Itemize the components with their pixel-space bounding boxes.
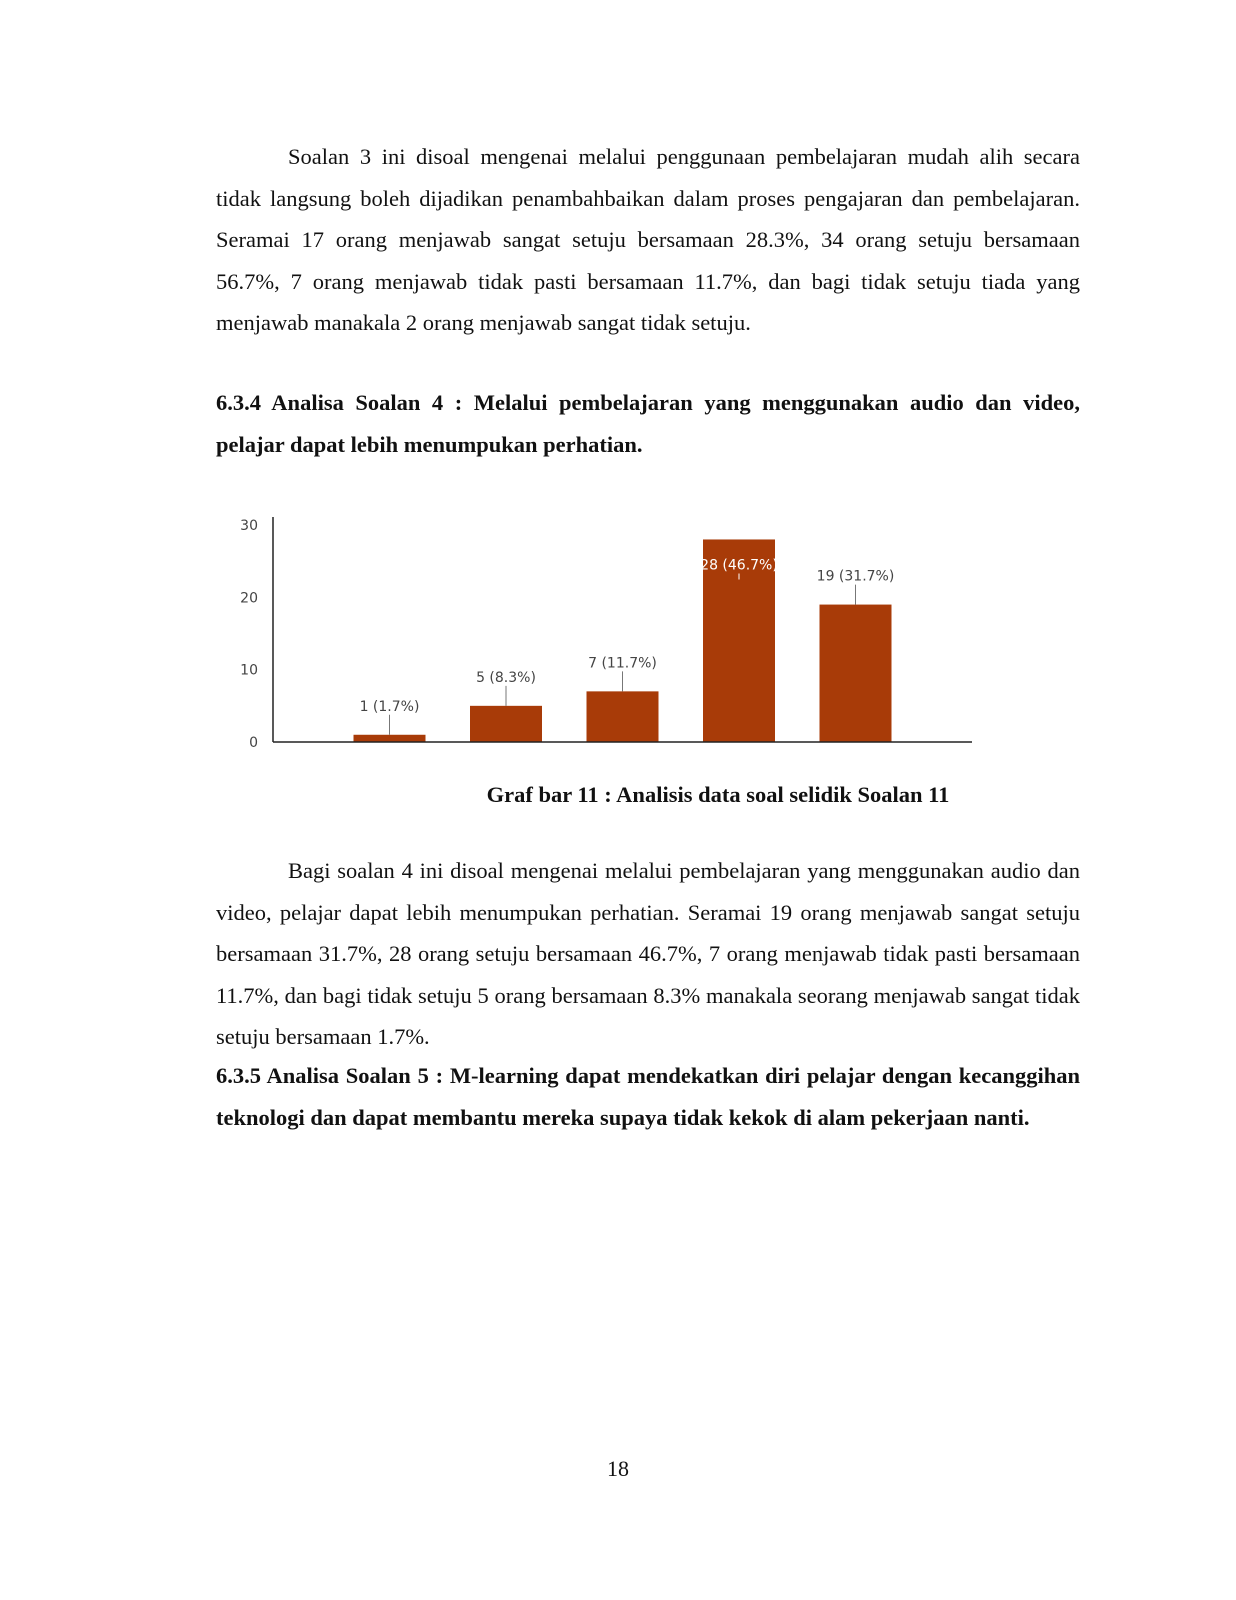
data-label-3: 7 (11.7%) (588, 655, 657, 672)
figure-caption: Graf bar 11 : Analisis data soal selidik Soalan 11 (486, 782, 950, 807)
y-axis-ticks (240, 518, 258, 751)
data-label-1: 1 (1.7%) (359, 698, 420, 715)
heading-6-3-4: 6.3.4 Analisa Soalan 4 : Melalui pembelajaran yang menggunakan audio dan video, pelajar dapat lebih menumpukan perhatian. (216, 390, 1080, 457)
bar-3 (587, 691, 659, 742)
y-tick-label: 20 (240, 590, 258, 607)
heading-6-3-5: 6.3.5 Analisa Soalan 5 : M-learning dapat mendekatkan diri pelajar dengan kecanggihan teknologi dan dapat membantu mereka supaya tidak kekok di alam pekerjaan nanti. (216, 1063, 1080, 1130)
paragraph-soalan-3: Soalan 3 ini disoal mengenai melalui penggunaan pembelajaran mudah alih secara tidak langsung boleh dijadikan penambahbaikan dalam proses pengajaran dan pembelajaran. Seramai 17 orang menjawab sangat setuju bersamaan 28.3%, 34 orang setuju bersamaan 56.7%, 7 orang menjawab tidak pasti bersamaan 11.7%, dan bagi tidak setuju tiada yang menjawab manakala 2 orang menjawab sangat tidak setuju. (216, 144, 1080, 335)
bar-5 (820, 605, 892, 742)
paragraph-soalan-4: Bagi soalan 4 ini disoal mengenai melalui pembelajaran yang menggunakan audio dan video, pelajar dapat lebih menumpukan perhatian. Seramai 19 orang menjawab sangat setuju bersamaan 31.7%, 28 orang setuju bersamaan 46.7%, 7 orang menjawab tidak pasti bersamaan 11.7%, dan bagi tidak setuju 5 orang bersamaan 8.3% manakala seorang menjawab sangat tidak setuju bersamaan 1.7%. (216, 858, 1080, 1049)
data-label-5: 19 (31.7%) (816, 568, 895, 585)
bar-1 (354, 735, 426, 742)
y-tick-label: 30 (240, 518, 258, 534)
y-tick-label: 0 (249, 735, 258, 751)
bar-2 (470, 706, 542, 742)
bars (354, 539, 892, 742)
data-label-4: 28 (46.7%) (700, 557, 778, 574)
bar-chart-soalan-4 (216, 505, 986, 757)
page-number: 18 (607, 1456, 629, 1481)
data-label-2: 5 (8.3%) (476, 669, 536, 686)
y-tick-label: 10 (240, 662, 258, 679)
